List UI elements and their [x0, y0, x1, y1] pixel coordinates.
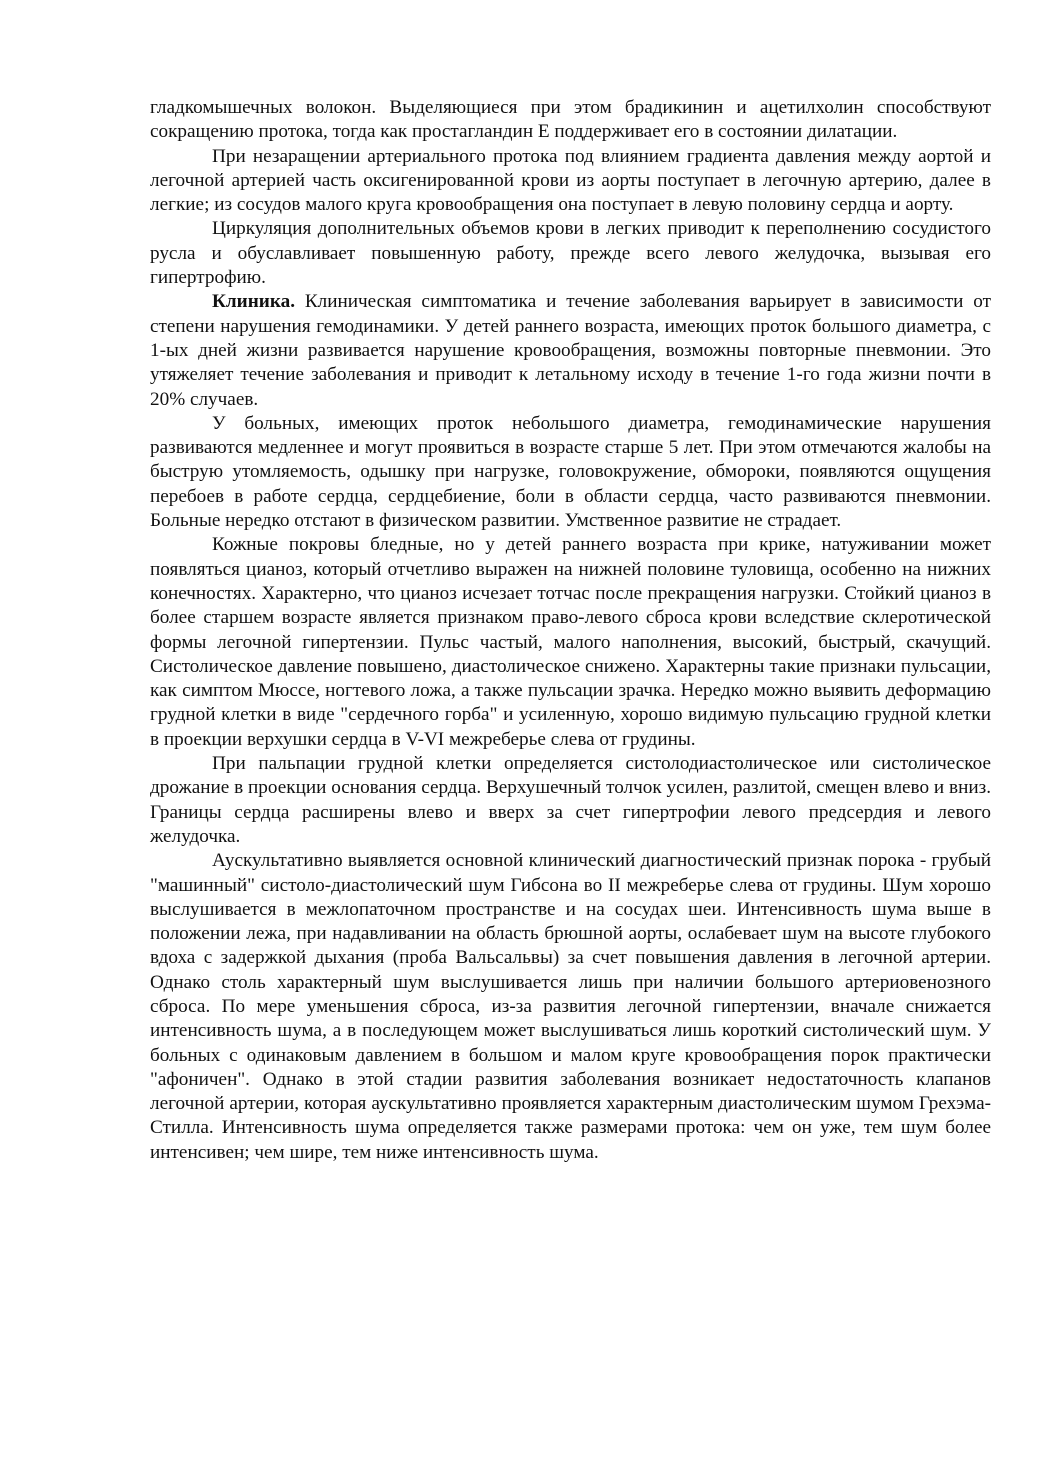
section-heading-clinic: Клиника.: [212, 291, 295, 313]
paragraph-1: [150, 96, 991, 145]
paragraph-6-text: Кожные покровы бледные, но у детей раннего возраста при крике, натуживании может появляться цианоз, который отчетливо выражен на нижней половине туловища, особенно на нижних конечностях. Характерно, что цианоз исчезает тотчас после прекращения нагрузки. Стойкий цианоз в более старшем возрасте является признаком право-левого сброса крови вследствие склеротической формы легочной гипертензии. Пульс частый, малого наполнения, высокий, быстрый, скачущий. Систолическое давление повышено, диастолическое снижено. Характерны такие признаки пульсации, как симптом Мюссе, ногтевого ложа, а также пульсации зрачка. Нередко можно выявить деформацию грудной клетки в виде "сердечного горба" и усиленную, хорошо видимую пульсацию грудной клетки в проекции верхушки сердца в V-VI межреберье слева от грудины.: [150, 534, 991, 750]
paragraph-7-text: При пальпации грудной клетки определяется систолодиастолическое или систолическое дрожание в проекции основания сердца. Верхушечный толчок усилен, разлитой, смещен влево и вниз. Границы сердца расширены влево и вверх за счет гипертрофии левого предсердия и левого желудочка.: [150, 753, 991, 847]
paragraph-5-text: У больных, имеющих проток небольшого диаметра, гемодинамические нарушения развиваются медленнее и могут проявиться в возрасте старше 5 лет. При этом отмечаются жалобы на быструю утомляемость, одышку при нагрузке, головокружение, обмороки, появляются ощущения перебоев в работе сердца, сердцебиение, боли в области сердца, часто развиваются пневмонии. Больные нередко отстают в физическом развитии. Умственное развитие не страдает.: [150, 412, 991, 532]
document-page: [150, 96, 991, 1165]
paragraph-2-text: При незаращении артериального протока под влиянием градиента давления между аортой и легочной артерией часть оксигенированной крови из аорты поступает в легочную артерию, далее в легкие; из сосудов малого круга кровообращения она поступает в левую половину сердца и аорту.: [150, 145, 991, 216]
paragraph-3-text: Циркуляция дополнительных объемов крови в легких приводит к переполнению сосудистого русла и обуславливает повышенную работу, прежде всего левого желудочка, вызывая его гипертрофию.: [150, 218, 991, 289]
paragraph-5: [150, 412, 991, 533]
paragraph-7: [150, 752, 991, 849]
paragraph-4: [150, 290, 991, 411]
paragraph-8-text: Аускультативно выявляется основной клинический диагностический признак порока - грубый "машинный" систоло-диастолический шум Гибсона во II межреберье слева от грудины. Шум хорошо выслушивается в межлопаточном пространстве и на сосудах шеи. Интенсивность шума выше в положении лежа, при надавливании на область брюшной аорты, ослабевает шум на высоте глубокого вдоха с задержкой дыхания (проба Вальсальвы) за счет повышения давления в легочной артерии. Однако столь характерный шум выслушивается лишь при наличии большого артериовенозного сброса. По мере уменьшения сброса, из-за развития легочной гипертензии, вначале снижается интенсивность шума, а в последующем может выслушиваться лишь короткий систолический шум. У больных с одинаковым давлением в большом и малом круге кровообращения порок практически "афоничен". Однако в этой стадии развития заболевания возникает недостаточность клапанов легочной артерии, которая аускультативно проявляется характерным диастолическим шумом Грехэма-Стилла. Интенсивность шума определяется также размерами протока: чем он уже, тем шум более интенсивен; чем шире, тем ниже интенсивность шума.: [150, 850, 991, 1163]
paragraph-2: [150, 145, 991, 218]
paragraph-3: [150, 217, 991, 290]
paragraph-6: [150, 533, 991, 752]
paragraph-8: [150, 849, 991, 1165]
paragraph-1-text: гладкомышечных волокон. Выделяющиеся при этом брадикинин и ацетилхолин способствуют сокращению протока, тогда как простагландин Е поддерживает его в состоянии дилатации.: [150, 97, 991, 143]
paragraph-4-text: Клиническая симптоматика и течение заболевания варьирует в зависимости от степени нарушения гемодинамики. У детей раннего возраста, имеющих проток большого диаметра, с 1-ых дней жизни развивается нарушение кровообращения, возможны повторные пневмонии. Это утяжеляет течение заболевания и приводит к летальному исходу в течение 1-го года жизни почти в 20% случаев.: [150, 291, 991, 410]
